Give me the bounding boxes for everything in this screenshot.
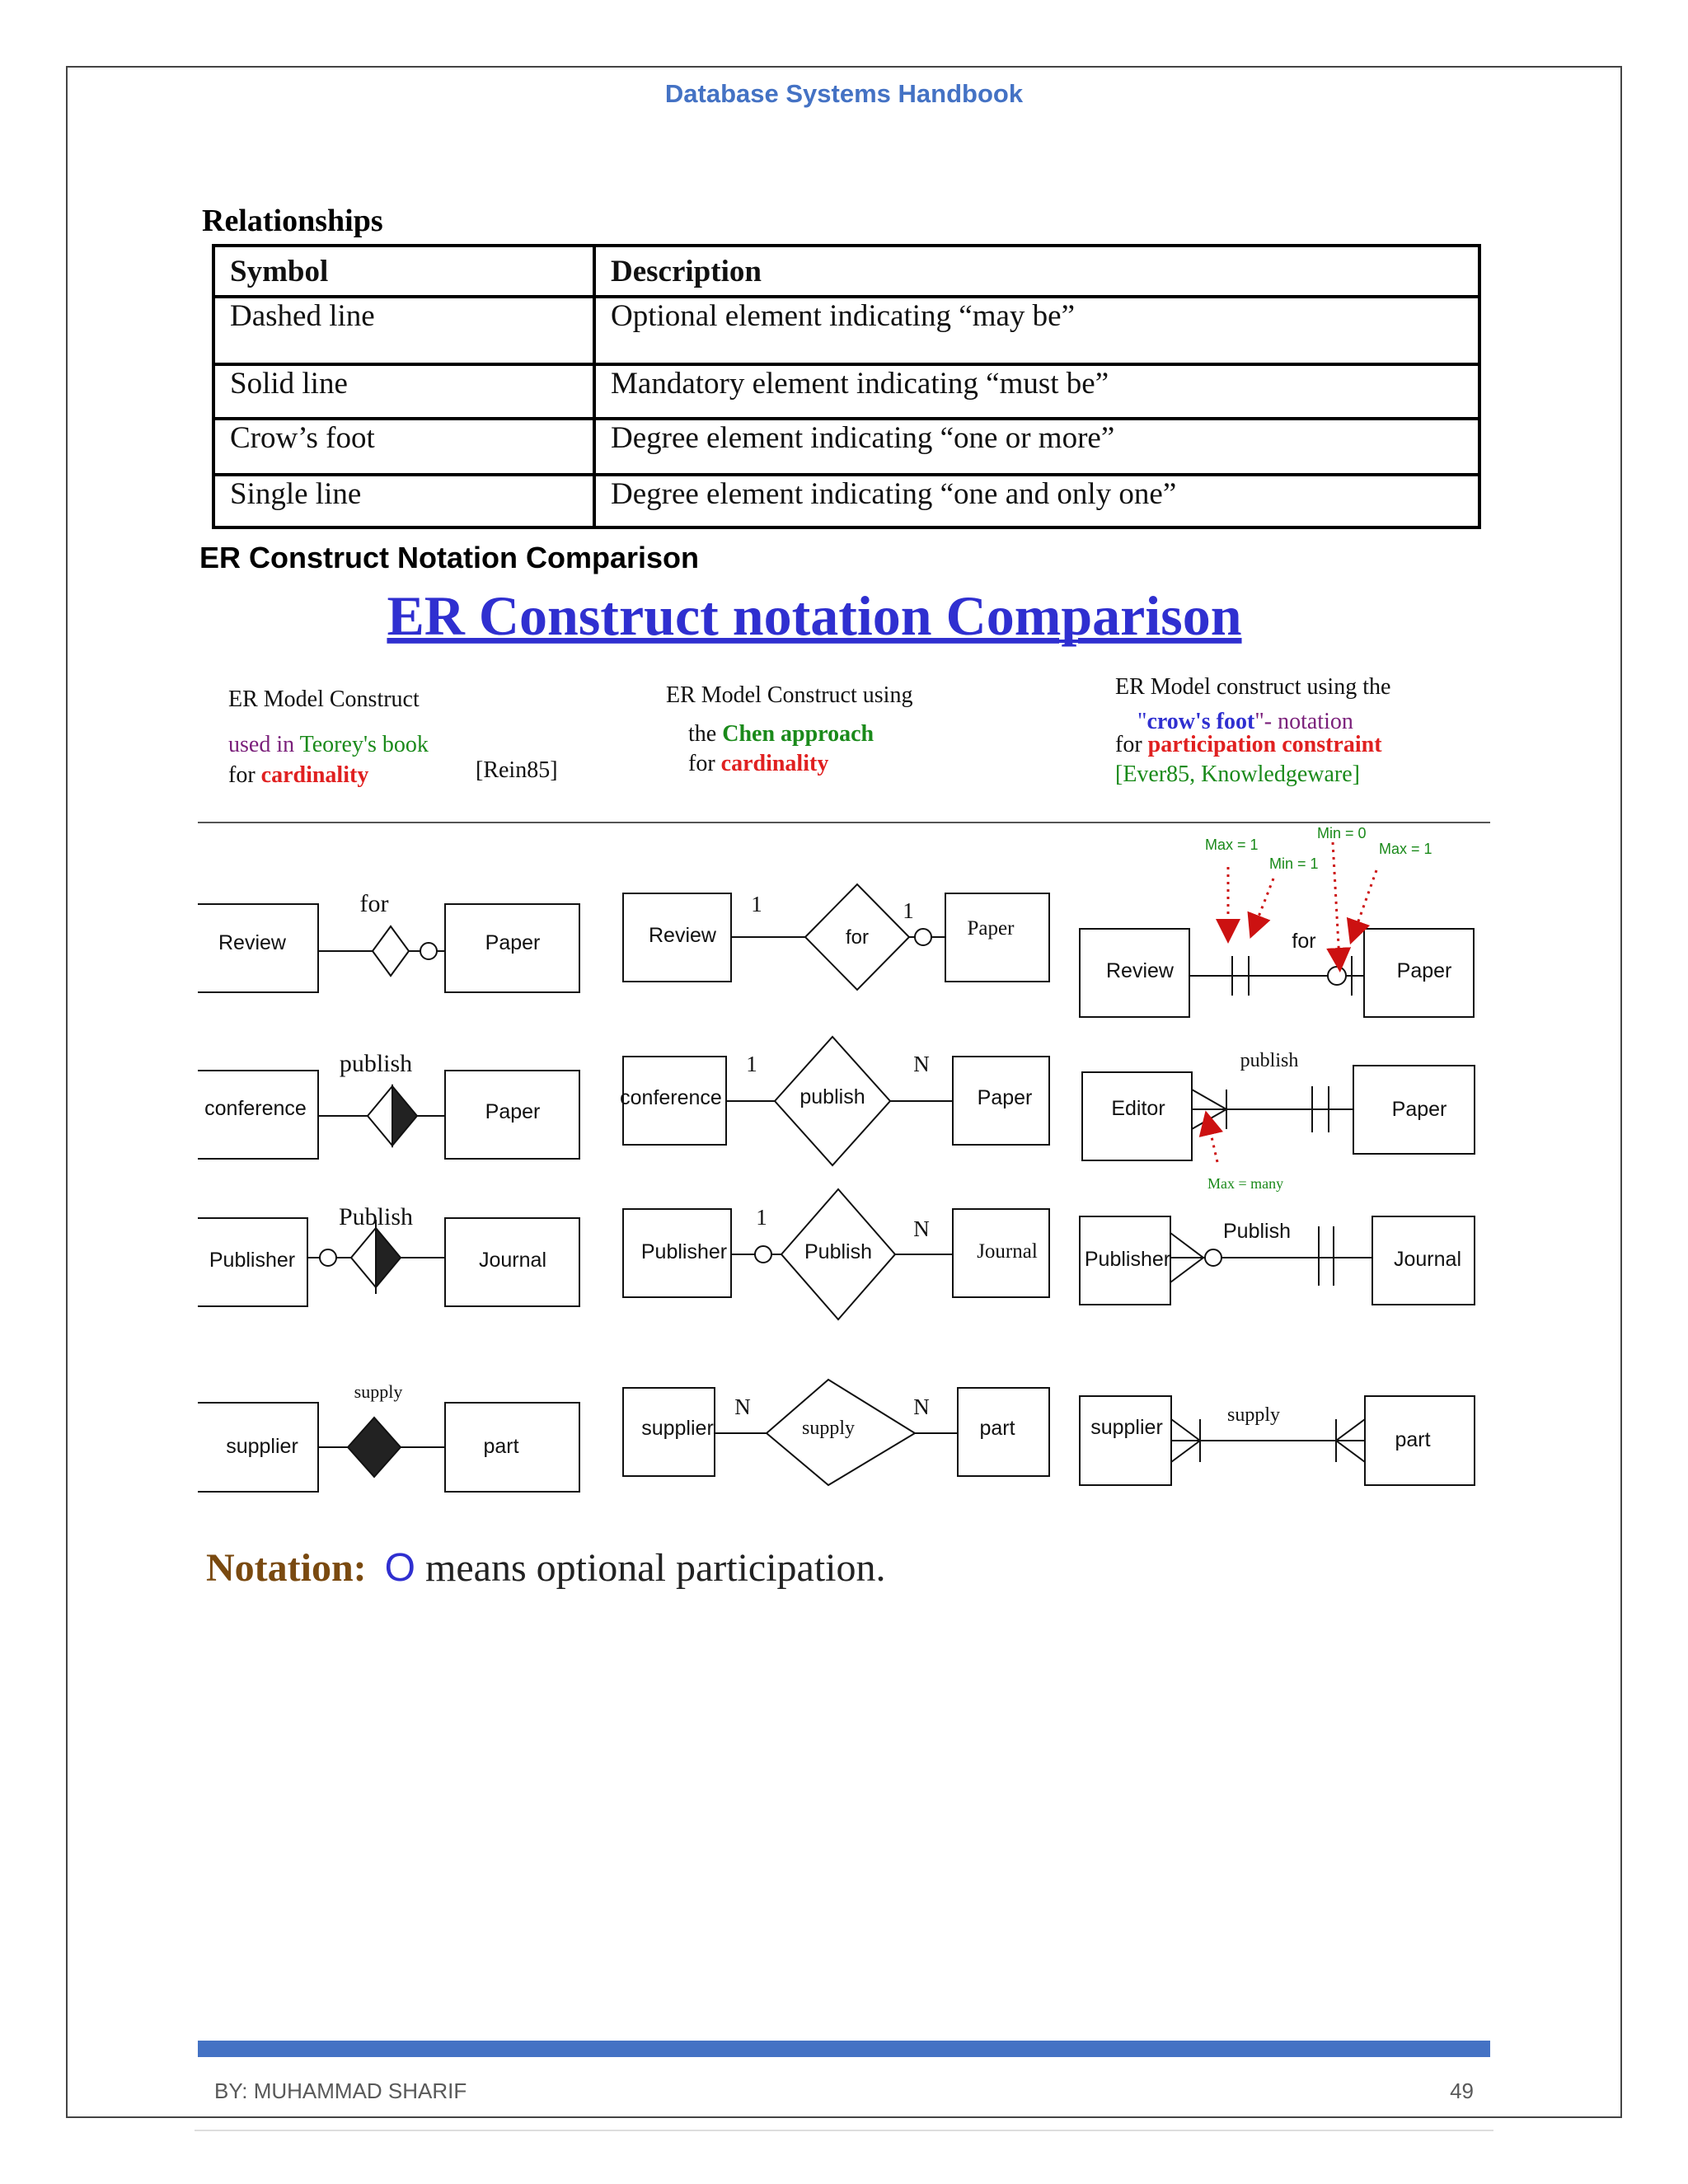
col3-line2c: "- notation xyxy=(1254,709,1353,734)
annotation-min0: Min = 0 xyxy=(1317,825,1367,841)
entity-label: Publisher xyxy=(1084,1248,1171,1271)
entity-label: Review xyxy=(649,924,716,947)
col3-header xyxy=(1115,674,1390,787)
footer-page-number: 49 xyxy=(1450,2079,1474,2103)
entity-label: conference xyxy=(620,1086,722,1109)
col1-line3a: for xyxy=(228,762,261,788)
annotation-max1b: Max = 1 xyxy=(1379,841,1432,857)
col1-line1: ER Model Construct xyxy=(228,687,420,712)
entity-label: supplier xyxy=(1090,1416,1163,1439)
col3-line1: ER Model construct using the xyxy=(1115,674,1391,700)
notation-label: Notation: xyxy=(206,1546,367,1590)
col1-line2a: used in xyxy=(228,732,300,757)
relationship-label: publish xyxy=(799,1085,865,1108)
symbol-cell: Single line xyxy=(213,475,594,527)
col3-line4: [Ever85, Knowledgeware] xyxy=(1115,762,1360,787)
entity-label: Paper xyxy=(977,1086,1033,1109)
entity-label: supplier xyxy=(641,1417,714,1440)
col3-line2a: " xyxy=(1137,709,1147,734)
description-cell: Mandatory element indicating “must be” xyxy=(594,364,1479,419)
col1-line2b: Teorey's book xyxy=(299,732,429,757)
col2-line2a: the xyxy=(688,721,723,747)
annotation-min1: Min = 1 xyxy=(1269,855,1319,872)
relationship-label: supply xyxy=(801,1418,856,1439)
annotation-arrow xyxy=(1254,879,1273,927)
annotation-maxmany: Max = many xyxy=(1207,1175,1284,1192)
entity-label: Paper xyxy=(485,1100,541,1123)
description-cell: Degree element indicating “one or more” xyxy=(594,419,1479,475)
relationship-label: Publish xyxy=(804,1240,872,1263)
col1-line3b: cardinality xyxy=(260,762,369,788)
entity-label: Editor xyxy=(1111,1097,1165,1120)
entity-label: Paper xyxy=(967,917,1015,940)
cardinality-label: 1 xyxy=(756,1205,767,1230)
entity-label: Journal xyxy=(479,1249,546,1272)
optional-circle xyxy=(320,1249,336,1266)
relationship-diamond-left xyxy=(351,1228,376,1287)
entity-label: Review xyxy=(1106,959,1174,982)
annotation-arrow xyxy=(1333,842,1339,960)
cardinality-label: 1 xyxy=(903,898,914,923)
relationship-diamond-right xyxy=(392,1086,417,1146)
cardinality-label: N xyxy=(913,1216,930,1241)
footer-divider xyxy=(195,2130,1493,2131)
col3-line2 xyxy=(1137,709,1353,734)
column-header: Symbol xyxy=(213,246,594,297)
col2-line3b: cardinality xyxy=(720,751,829,776)
col1-ref: [Rein85] xyxy=(476,757,558,783)
relationship-label: Publish xyxy=(338,1203,414,1230)
footer-bar xyxy=(198,2041,1490,2057)
relationship-diamond-right xyxy=(376,1228,401,1287)
figure-title: ER Construct notation Comparison xyxy=(387,584,1242,647)
relationship-label: for xyxy=(845,926,870,949)
col1-line2 xyxy=(228,732,429,757)
col2-line2 xyxy=(688,721,874,747)
annotation-arrow xyxy=(1208,1122,1217,1162)
entity-label: part xyxy=(979,1417,1015,1440)
cardinality-label: 1 xyxy=(751,892,762,916)
header-title: Database Systems Handbook xyxy=(664,79,1024,108)
notation-line xyxy=(206,1546,886,1590)
relationship-label: supply xyxy=(1226,1404,1281,1426)
cardinality-label: 1 xyxy=(746,1052,757,1076)
col2-line3a: for xyxy=(688,751,721,776)
entity-label: Publisher xyxy=(209,1249,296,1272)
col2-line1: ER Model Construct using xyxy=(666,682,913,708)
relationship-label: supply xyxy=(354,1381,403,1402)
symbol-cell: Dashed line xyxy=(213,297,594,364)
footer-author: BY: MUHAMMAD SHARIF xyxy=(214,2079,467,2103)
relationship-diamond xyxy=(348,1418,401,1477)
entity-label: Publisher xyxy=(640,1240,728,1263)
entity-label: conference xyxy=(204,1097,307,1120)
optional-circle xyxy=(755,1246,771,1263)
entity-box-supplier xyxy=(1080,1396,1171,1485)
col2-header xyxy=(666,682,912,776)
col2-line3 xyxy=(688,751,828,776)
column-header: Description xyxy=(594,246,1479,297)
entity-label: supplier xyxy=(226,1435,298,1458)
entity-label: Paper xyxy=(1396,959,1452,982)
symbol-cell: Crow’s foot xyxy=(213,419,594,475)
entity-label: Review xyxy=(218,931,286,954)
notation-description: means optional participation. xyxy=(415,1546,886,1590)
entity-label: Paper xyxy=(1391,1098,1447,1121)
relationships-title: Relationships xyxy=(202,204,383,238)
er-section-heading: ER Construct Notation Comparison xyxy=(199,541,700,574)
relationship-diamond-left xyxy=(368,1086,392,1146)
annotation-labels xyxy=(1205,825,1432,872)
description-cell: Degree element indicating “one and only one” xyxy=(594,475,1479,527)
entity-label: Journal xyxy=(977,1240,1038,1263)
col1-header xyxy=(228,687,558,788)
cardinality-label: N xyxy=(913,1394,930,1419)
optional-circle xyxy=(420,943,437,959)
relationship-label: Publish xyxy=(1223,1220,1291,1243)
cardinality-label: N xyxy=(913,1052,930,1076)
annotation-max1: Max = 1 xyxy=(1205,837,1259,853)
optional-circle xyxy=(1328,967,1346,985)
relationship-label: for xyxy=(1292,930,1316,953)
relationship-label: for xyxy=(359,890,389,917)
entity-label: Journal xyxy=(1394,1248,1461,1271)
col3-line3a: for xyxy=(1115,732,1148,757)
col3-line2b: crow's foot xyxy=(1146,709,1255,734)
notation-symbol: O xyxy=(384,1546,415,1590)
col3-line3b: participation constraint xyxy=(1147,732,1382,757)
annotation-arrow xyxy=(1354,870,1376,933)
cardinality-label: N xyxy=(734,1394,751,1419)
optional-circle xyxy=(1205,1249,1221,1266)
symbol-cell: Solid line xyxy=(213,364,594,419)
col3-line3 xyxy=(1115,732,1382,757)
entity-label: Paper xyxy=(485,931,541,954)
col1-line3 xyxy=(228,762,368,788)
relationship-label: publish xyxy=(339,1050,413,1077)
notation-text xyxy=(206,1546,886,1590)
description-cell: Optional element indicating “may be” xyxy=(594,297,1479,364)
entity-label: part xyxy=(1395,1428,1431,1451)
relationship-diamond xyxy=(373,926,409,976)
col2-line2b: Chen approach xyxy=(722,721,874,747)
relationship-label: publish xyxy=(1240,1050,1299,1071)
entity-label: part xyxy=(483,1435,519,1458)
optional-circle xyxy=(915,929,931,945)
